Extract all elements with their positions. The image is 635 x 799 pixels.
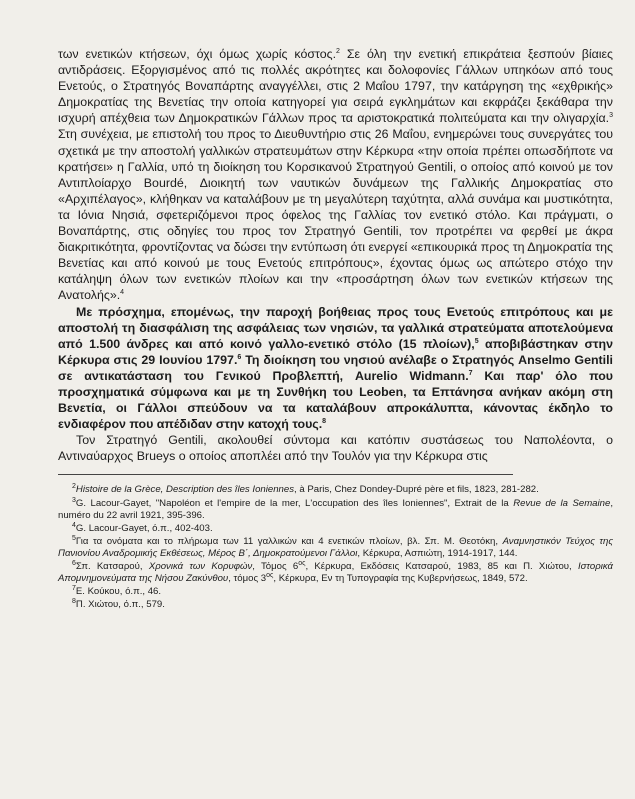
footnote-text: Για τα ονόματα και το πλήρωμα των 11 γαλλικών και 4 ενετικών πλοίων, βλ. Σπ. Μ. Θεοτόκη,	[75, 535, 503, 547]
footnote-superscript: 6	[72, 559, 76, 567]
body-text	[58, 46, 613, 464]
footnote-text: , numéro du 22 avril 1921, 395-396.	[58, 497, 613, 521]
footnote-italic-text: Αναμνηστικόν Τεύχος της Πανιονίου Αναδρομικής Εκθέσεως, Μέρος Β΄, Δημοκρατούμενοι Γάλλοι	[58, 535, 613, 559]
footnote-text: Σπ. Κατσαρού,	[75, 561, 149, 572]
paragraph-superscript: 4	[120, 289, 125, 297]
footnote-superscript: ος	[266, 571, 274, 579]
paragraph-text: Και παρ' όλο που προσχηματικά σύμφωνα και με τη Συνθήκη του Leoben, τα Επτάνησα ανήκαν ακόμη στη Βενετία, οι Γάλλοι σπεύδουν να τα καταλάβουν απροκάλυπτα, κάνοντας έκδηλο το ενδιαφέρον που απέδιδαν στην κατοχή τους.	[58, 368, 613, 432]
footnote-7	[58, 586, 613, 598]
footnote-text: , τόμος 3	[228, 573, 267, 585]
footnote-8	[58, 599, 613, 611]
paragraph-text: Στη συνέχεια, με επιστολή του προς το Διευθυντήριο στις 26 Μαΐου, ενημερώνει τους συνεργάτες του σχετικά με την αποστολή γαλλικών στρατευμάτων στην Κέρκυρα «την οποία πρέπει οπωσδήποτε να κρατήσει» η Γαλλία, υπό τη διοίκηση του Κορσικανού Στρατηγού Gentili, ο οποίος από κοινού με τον Αντιπλοίαρχο Bourdé, Διοικητή των ναυτικών δυνάμεων της Γαλλικής Δημοκρατίας στο «Αρχιπέλαγος», κλήθηκαν να καταλάβουν με τη μεγαλύτερη ταχύτητα, αλλά συνάμα και μυστικότητα, τα Ιόνια Νησιά, σφετεριζόμενοι προς όφελος της Γαλλίας τον ενετικό στόλο. Και πράγματι, ο Βοναπάρτης, στις οδηγίες του προς τον Στρατηγό Gentili, τον προτρέπει να φερθεί με άκρα διακριτικότητα, φροντίζοντας να δώσει την εντύπωση ότι ενεργεί «επικουρικά προς τη Δημοκρατία της Βενετίας και από κοινού με τους Ενετούς επιτρόπους», έχοντας όμως ως απώτερο στόχο την κατάληψη όλων των ενετικών πλοίων και την «προσάρτηση όλων των ενετικών κτήσεων της Ανατολής».	[58, 127, 613, 303]
footnote-superscript: 3	[72, 496, 76, 504]
footnote-text: , Κέρκυρα, Ασπιώτη, 1914-1917, 144.	[357, 547, 518, 559]
footnote-superscript: 2	[72, 483, 76, 491]
footnote-text: Ε. Κούκου, ό.π., 46.	[75, 586, 162, 598]
footnote-text: , Κέρκυρα, Εν τη Τυπογραφία της Κυβερνήσεως, 1849, 572.	[273, 573, 528, 585]
footnote-text: , Τόμος 6	[252, 561, 299, 572]
footnote-3	[58, 498, 613, 522]
footnote-italic-text: Revue de la Semaine	[513, 497, 611, 509]
footnote-superscript: 8	[72, 598, 76, 606]
footnote-superscript: ος	[298, 559, 306, 567]
footnote-text: Π. Χιώτου, ό.π., 579.	[75, 599, 165, 611]
footnote-italic-text: Χρονικά των Κορυφών	[148, 561, 253, 572]
footnote-text: G. Lacour-Gayet, ό.π., 402-403.	[75, 522, 213, 534]
paragraph-text: των ενετικών κτήσεων, όχι όμως χωρίς κόστος.	[58, 47, 337, 61]
paragraph-superscript: 6	[237, 353, 242, 361]
footnotes	[58, 484, 613, 611]
paragraph-superscript: 7	[468, 369, 473, 377]
footnote-4	[58, 523, 613, 535]
footnote-text: , à Paris, Chez Dondey-Dupré père et fils, 1823, 281-282.	[294, 484, 539, 496]
paragraph-superscript: 5	[474, 337, 479, 345]
paragraph-superscript: 3	[609, 112, 613, 120]
footnote-text: , Κέρκυρα, Εκδόσεις Κατσαρού, 1983, 85 και Π. Χιώτου,	[305, 561, 578, 572]
paragraph-3	[58, 432, 613, 464]
paragraph-text: Τη διοίκηση του νησιού ανέλαβε ο Στρατηγός Anselmo Gentili σε αντικατάσταση του Γενικού Προβλεπτή, Aurelio Widmann.	[58, 352, 613, 383]
footnote-6	[58, 561, 613, 585]
paragraph-text: Τον Στρατηγό Gentili, ακολουθεί σύντομα και κατόπιν συστάσεως του Ναπολέοντα, ο Αντιναύαρχος Brueys ο οποίος αποπλέει από την Τουλόν για την Κέρκυρα στις	[58, 433, 613, 464]
paragraph-text: Με πρόσχημα, επομένως, την παροχή βοήθειας προς τους Ενετούς επιτρόπους και με αποστολή τη διασφάλιση της ασφάλειας των νησιών, τα γαλλικά στρατεύματα αποτελούμενα από 1.500 άνδρες και από κοινό γαλλο-ενετικό στόλο (15 πλοίων),	[58, 304, 613, 351]
footnote-text: G. Lacour-Gayet, "Napoléon et l'empire de la mer, L'occupation des îles Ioniennes", Extrait de la	[75, 497, 514, 509]
footnote-superscript: 7	[72, 585, 76, 592]
footnote-5	[58, 536, 613, 560]
paragraph-superscript: 2	[336, 47, 340, 55]
footnote-italic-text: Ιστορικά Απομνημονεύματα της Νήσου Ζακύνθου	[58, 561, 613, 585]
footnote-superscript: 5	[72, 534, 76, 542]
footnote-2	[58, 484, 613, 496]
paragraph-2	[58, 304, 613, 433]
paragraph-1	[58, 46, 613, 304]
paragraph-text: αποβιβάστηκαν στην Κέρκυρα στις 29 Ιουνίου 1797.	[58, 336, 613, 367]
footnote-separator	[58, 474, 513, 475]
footnote-superscript: 4	[72, 521, 76, 529]
footnote-italic-text: Histoire de la Grèce, Description des îles Ioniennes	[75, 484, 295, 496]
paragraph-text: Σε όλη την ενετική επικράτεια ξεσπούν βίαιες αντιδράσεις. Εξοργισμένος από τις πολλές ακρότητες και δολοφονίες Γάλλων υπηκόων από τους Ενετούς, ο Στρατηγός Βοναπάρτης αναγγέλλει, στις 2 Μαΐου 1797, την κατάργηση της «εχθρικής» Δημοκρατίας της Βενετίας την οποία κατηγορεί για σειρά εγκλημάτων και εκφράζει ξεκάθαρα την ισχυρή απέχθεια των Δημοκρατικών Γάλλων προς τα αριστοκρατικά πολιτεύματα και την ολιγαρχία.	[58, 47, 613, 126]
paragraph-superscript: 8	[322, 418, 327, 426]
